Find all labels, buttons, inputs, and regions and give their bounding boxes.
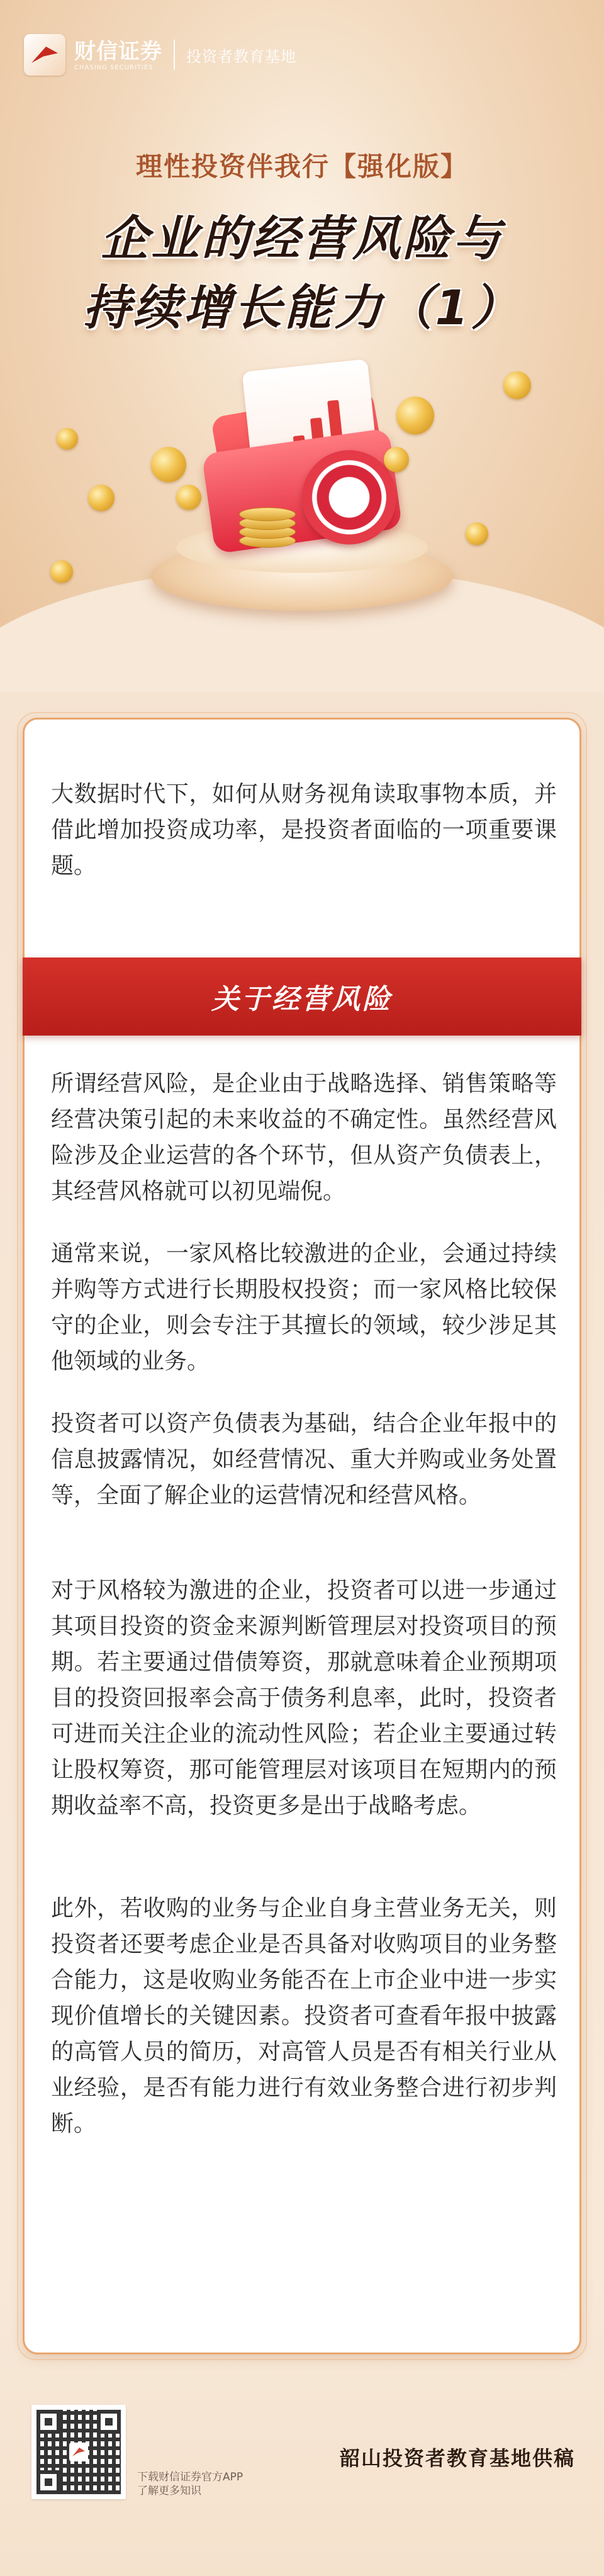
page-title-line-1: 企业的经营风险与 [101,210,503,266]
brand-subtitle: 投资者教育基地 [186,47,296,65]
qr-brand-icon [69,2443,88,2461]
coin-stack-icon [239,504,296,548]
intro-paragraph: 大数据时代下，如何从财务视角读取事物本质，并借此增加投资成功率，是投资者面临的一项重要课题。 [51,781,557,879]
section-header [23,958,581,1036]
body-paragraph: 此外，若收购的业务与企业自身主营业务无关，则投资者还要考虑企业是否具备对收购项目的业务整合能力，这是收购业务能否在上市企业中进一步实现价值增长的关键因素。投资者可查看年报中披露的高管人员的简历，对高管人员是否有相关行业从业经验，是否有能力进行有效业务整合进行初步判断。 [51,1895,557,2137]
article-card [23,718,581,2354]
coin-icon [151,447,186,482]
finance-illustration [113,334,491,630]
footer [0,2380,604,2576]
app-download-qr-code[interactable] [31,2405,126,2499]
coin-icon [88,485,115,511]
coin-icon [176,485,201,510]
coin-icon [50,560,73,583]
brand-name-en: CHASING SECURITIES [74,64,154,71]
coin-icon [384,447,409,472]
brand-logo[interactable] [24,34,296,76]
coin-icon [503,371,531,399]
brand-logo-icon [24,34,65,76]
brand-name: 财信证券 [74,38,162,64]
series-eyebrow: 理性投资伴我行【强化版】 [135,151,468,182]
logo-divider [174,40,175,70]
coin-icon [396,397,434,434]
source-credit: 韶山投资者教育基地供稿 [339,2446,575,2470]
header-banner [0,0,604,692]
body-paragraph: 所谓经营风险，是企业由于战略选择、销售策略等经营决策引起的未来收益的不确定性。虽然经营风险涉及企业运营的各个环节，但从资产负债表上，其经营风格就可以初见端倪。 [51,1071,557,1204]
clock-icon [302,450,396,545]
section-title: 关于经营风险 [211,983,393,1015]
body-paragraph: 对于风格较为激进的企业，投资者可以进一步通过其项目投资的资金来源判断管理层对投资项目的预期。若主要通过借债筹资，那就意味着企业预期项目的投资回报率会高于债务利息率，此时，投资者可进而关注企业的流动性风险；若企业主要通过转让股权筹资，那可能管理层对该项目在短期内的预期收益率不高，投资更多是出于战略考虑。 [51,1578,557,1819]
body-paragraph: 投资者可以资产负债表为基础，结合企业年报中的信息披露情况，如经营情况、重大并购或业务处置等，全面了解企业的运营情况和经营风格。 [51,1411,557,1508]
body-paragraph: 通常来说，一家风格比较激进的企业，会通过持续并购等方式进行长期股权投资；而一家风格比较保守的企业，则会专注于其擅长的领域，较少涉足其他领域的业务。 [51,1241,557,1374]
coin-icon [57,428,78,449]
coin-icon [466,523,488,545]
download-caption: 下载财信证券官方APP 了解更多知识 [137,2471,243,2497]
page-title-line-2: 持续增长能力（1） [82,280,522,336]
